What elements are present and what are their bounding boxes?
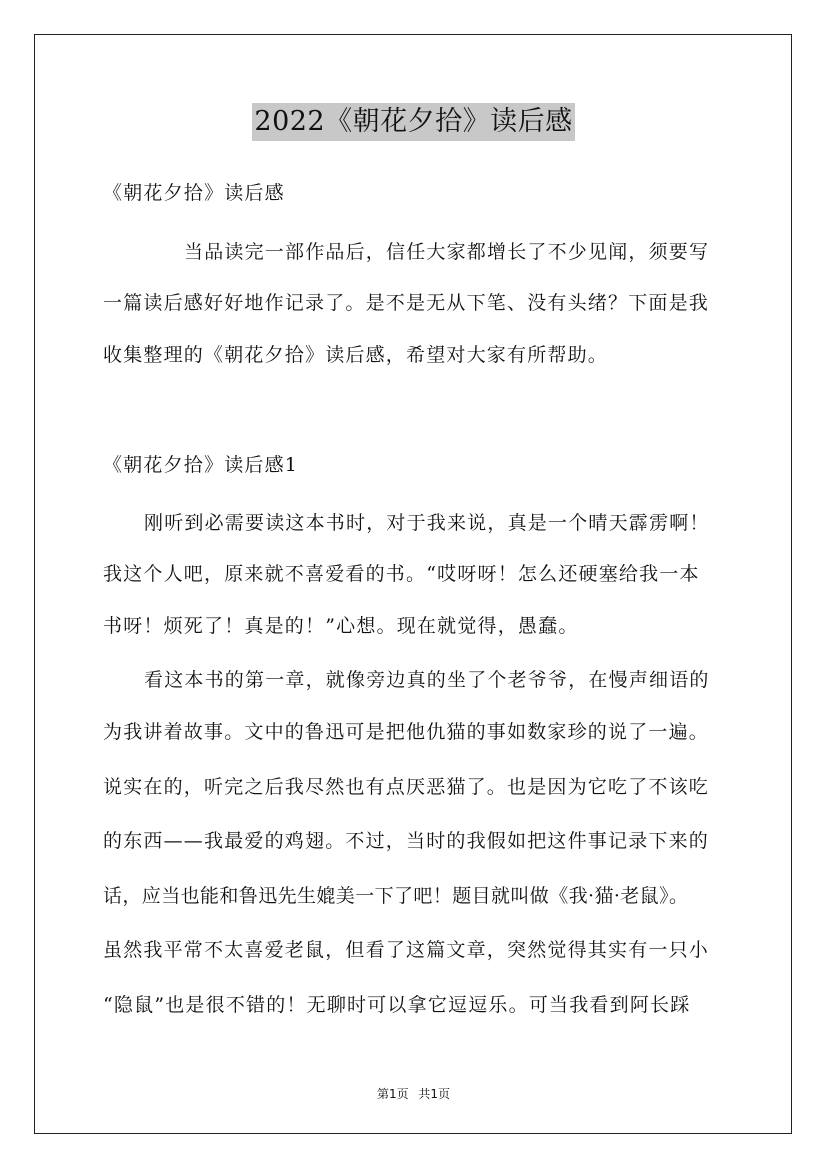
subtitle: 《朝花夕拾》读后感	[103, 182, 285, 204]
title-container	[0, 103, 827, 141]
paragraph-line: 为我讲着故事。文中的鲁迅可是把他仇猫的事如数家珍的说了一遍。	[103, 721, 710, 743]
page-count: 共1页	[418, 1087, 451, 1101]
paragraph-line: 话，应当也能和鲁迅先生媲美一下了吧！题目就叫做《我·猫·老鼠》。	[103, 885, 689, 907]
paragraph-line: 书呀！烦死了！真是的！”心想。现在就觉得，愚蠢。	[103, 615, 579, 637]
paragraph-line: 看这本书的第一章，就像旁边真的坐了个老爷爷，在慢声细语的	[144, 669, 710, 691]
paragraph-line: 说实在的，听完之后我尽然也有点厌恶猫了。也是因为它吃了不该吃	[103, 776, 710, 798]
paragraph-line: 我这个人吧，原来就不喜爱看的书。“哎呀呀！怎么还硬塞给我一本	[103, 563, 700, 585]
document-title: 2022《朝花夕拾》读后感	[252, 103, 574, 141]
paragraph-line: 虽然我平常不太喜爱老鼠，但看了这篇文章，突然觉得其实有一只小	[103, 939, 710, 961]
page-number: 第1页	[376, 1087, 409, 1101]
paragraph-line: “隐鼠”也是很不错的！无聊时可以拿它逗逗乐。可当我看到阿长踩	[103, 994, 691, 1016]
page-footer	[0, 1085, 827, 1102]
paragraph-line: 刚听到必需要读这本书时，对于我来说，真是一个晴天霹雳啊！	[144, 512, 710, 534]
section-heading: 《朝花夕拾》读后感1	[103, 454, 299, 476]
paragraph-line: 的东西——我最爱的鸡翅。不过，当时的我假如把这件事记录下来的	[103, 830, 710, 852]
intro-line-1: 当品读完一部作品后，信任大家都增长了不少见闻，须要写	[184, 241, 710, 263]
intro-line-3: 收集整理的《朝花夕拾》读后感，希望对大家有所帮助。	[103, 344, 609, 366]
intro-line-2: 一篇读后感好好地作记录了。是不是无从下笔、没有头绪？下面是我	[103, 292, 710, 314]
